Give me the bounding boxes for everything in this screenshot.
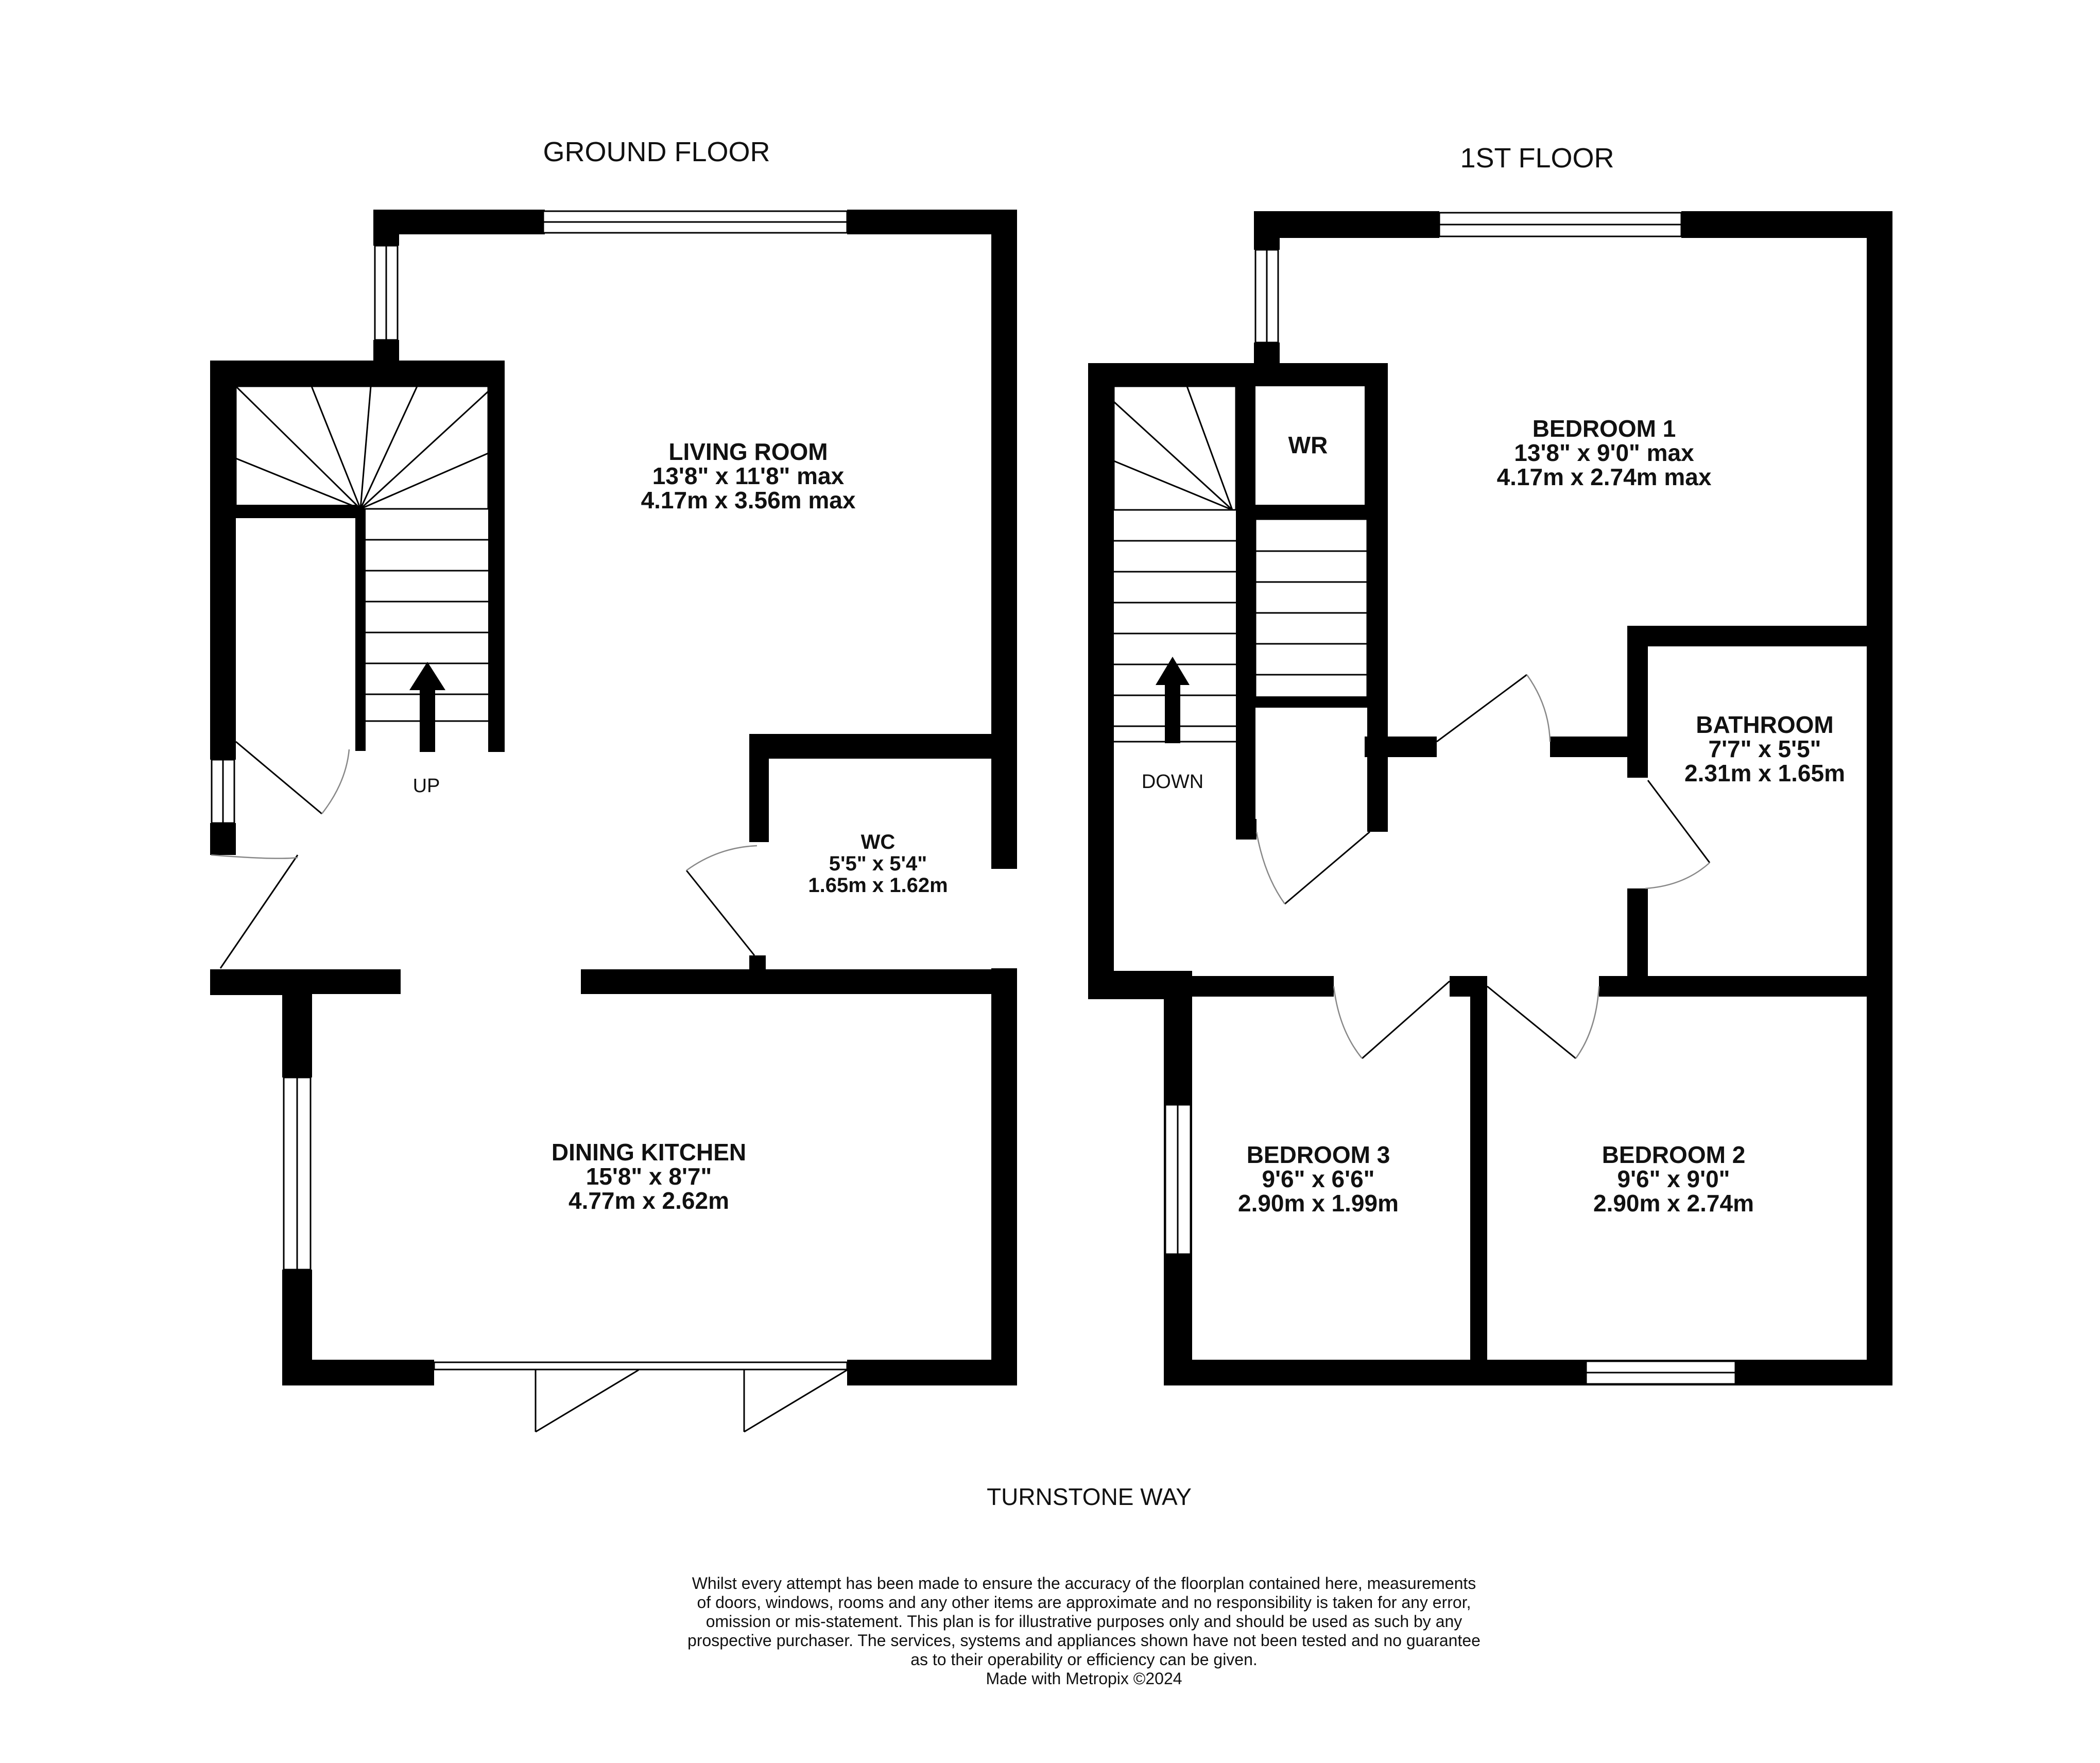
disclaimer-line: as to their operability or efficiency can be given. — [910, 1650, 1258, 1669]
ground-floor-title: GROUND FLOOR — [543, 136, 770, 167]
wr — [1288, 432, 1328, 458]
wc-imperial: 5'5" x 5'4" — [829, 852, 927, 875]
wc-name: WC — [860, 831, 896, 853]
first-floor-title: 1ST FLOOR — [1460, 143, 1614, 174]
living-room-imperial: 13'8" x 11'8" max — [652, 463, 845, 489]
disclaimer-line: prospective purchaser. The services, systems and appliances shown have not been tested and no guarantee — [687, 1631, 1481, 1650]
bathroom-metric: 2.31m x 1.65m — [1684, 760, 1846, 786]
kitchen-french-doors — [434, 1362, 847, 1370]
bedroom1-metric: 4.17m x 2.74m max — [1496, 464, 1712, 490]
dining-kitchen-imperial: 15'8" x 8'7" — [586, 1163, 712, 1190]
ground-floor-plan — [210, 136, 1017, 1432]
stairs-up-label: UP — [412, 775, 440, 797]
bedroom1-imperial: 13'8" x 9'0" max — [1514, 439, 1694, 466]
first-floor-walls — [1088, 211, 1892, 1385]
bedroom2-imperial: 9'6" x 9'0" — [1617, 1166, 1730, 1192]
bathroom — [1684, 711, 1845, 786]
bathroom-name: BATHROOM — [1696, 711, 1834, 738]
bathroom-imperial: 7'7" x 5'5" — [1708, 735, 1821, 762]
living-room — [641, 438, 856, 514]
bedroom3-metric: 2.90m x 1.99m — [1237, 1190, 1399, 1217]
ground-floor-stairs — [236, 386, 488, 797]
down-arrow-icon — [1165, 682, 1180, 743]
disclaimer-line: Made with Metropix ©2024 — [986, 1669, 1182, 1688]
living-room-metric: 4.17m x 3.56m max — [641, 487, 856, 514]
wc-metric: 1.65m x 1.62m — [808, 874, 948, 897]
living-room-name: LIVING ROOM — [668, 438, 828, 465]
bedroom2 — [1593, 1141, 1754, 1217]
disclaimer-line: omission or mis-statement. This plan is for illustrative purposes only and should be used as such by any — [705, 1612, 1462, 1631]
bedroom1 — [1497, 415, 1712, 490]
dining-kitchen — [552, 1139, 746, 1214]
up-arrow-icon — [420, 688, 435, 752]
disclaimer — [687, 1574, 1481, 1688]
disclaimer-line: Whilst every attempt has been made to ensure the accuracy of the floorplan contained here, measurements — [692, 1574, 1476, 1593]
bedroom3-name: BEDROOM 3 — [1246, 1141, 1390, 1168]
street-name: TURNSTONE WAY — [987, 1483, 1192, 1510]
dining-kitchen-name: DINING KITCHEN — [551, 1139, 747, 1166]
stairs-down-label: DOWN — [1141, 771, 1204, 793]
bedroom3 — [1238, 1141, 1399, 1217]
disclaimer-line: of doors, windows, rooms and any other items are approximate and no responsibility is taken for any error, — [697, 1593, 1471, 1612]
dining-kitchen-metric: 4.77m x 2.62m — [568, 1187, 730, 1214]
bedroom2-name: BEDROOM 2 — [1602, 1141, 1746, 1168]
bedroom2-metric: 2.90m x 2.74m — [1593, 1190, 1754, 1217]
bedroom1-name: BEDROOM 1 — [1532, 415, 1676, 442]
wc — [808, 831, 948, 897]
bedroom3-imperial: 9'6" x 6'6" — [1262, 1166, 1375, 1192]
first-floor-plan — [1088, 143, 1892, 1385]
wr-name: WR — [1288, 432, 1328, 458]
